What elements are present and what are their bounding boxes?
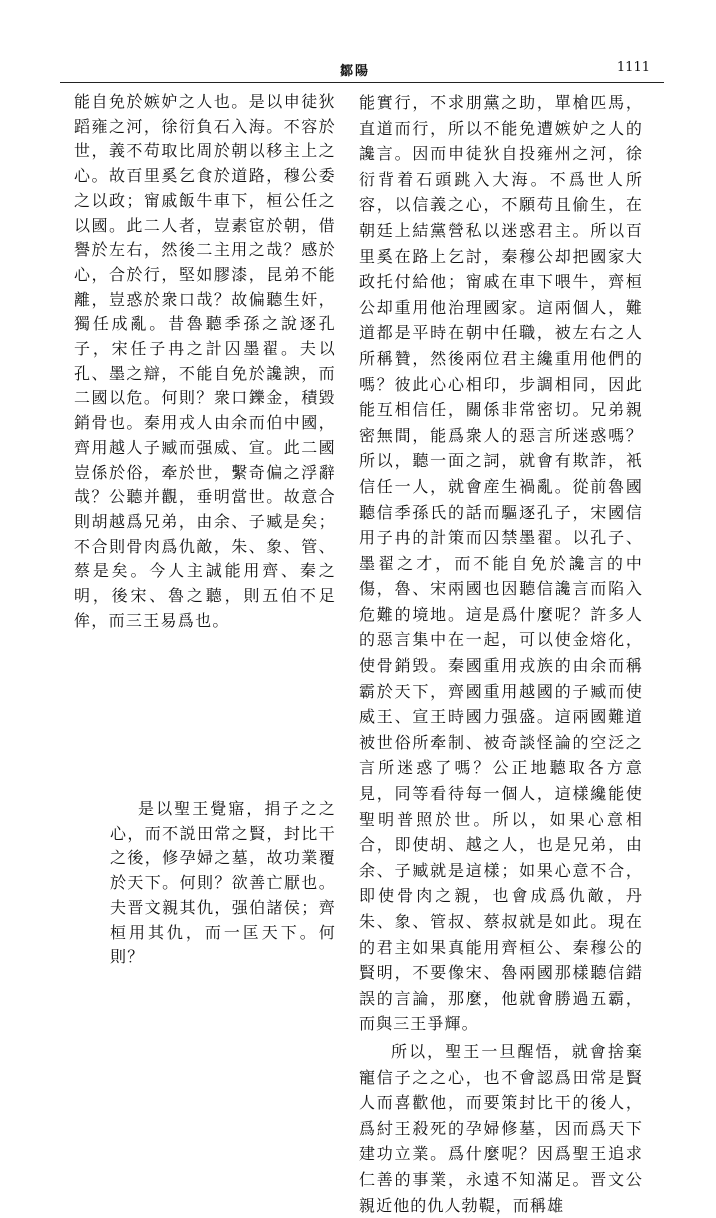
translation-column [359,90,643,1218]
original-text-column [74,90,336,633]
page-header [60,58,660,82]
page-number: 1111 [616,60,650,75]
translation-paragraph-2: 所以，聖王一旦醒悟，就會捨棄寵信子之之心，也不會認爲田常是賢人而喜歡他，而要策封比干的後人，爲紂王殺死的孕婦修墓，因而爲天下建功立業。爲什麼呢？因爲聖王追求仁善的事業，永遠不知滿足。晋文公親近他的仇人勃鞮，而稱雄 [359,1041,643,1215]
header-rule [60,82,664,83]
original-text-column-lower [110,797,336,970]
running-title: 鄒陽 [340,64,371,79]
original-paragraph-1: 能自免於嫉妒之人也。是以申徒狄蹈雍之河，徐衍負石入海。不容於世，義不苟取比周於朝以移主上之心。故百里奚乞食於道路，穆公委之以政；甯戚飯牛車下，桓公任之以國。此二人者，豈素宦於朝，借譽於左右，然後二主用之哉？感於心，合於行，堅如膠漆，昆弟不能離，豈惑於衆口哉？故偏聽生奸，獨任成亂。昔魯聽季孫之說逐孔子，宋任子冉之計囚墨翟。夫以孔、墨之辯，不能自免於讒諛，而二國以危。何則？衆口鑠金，積毀銷骨也。秦用戎人由余而伯中國，齊用越人子臧而强威、宣。此二國豈係於俗，牽於世，繫奇偏之浮辭哉？公聽并觀，垂明當世。故意合則胡越爲兄弟，由余、子臧是矣；不合則骨肉爲仇敵，朱、象、管、蔡是矣。今人主誠能用齊、秦之明，後宋、魯之聽，則五伯不足侔，而三王易爲也。 [74,92,336,630]
original-paragraph-2: 是以聖王覺寤，捐子之之心，而不説田常之賢，封比干之後，修孕婦之墓，故功業覆於天下。何則？欲善亡厭也。夫晋文親其仇，强伯諸侯；齊桓用其仇，而一匡天下。何則？ [110,799,336,967]
translation-paragraph-1: 能實行，不求朋黨之助，單槍匹馬，直道而行，所以不能免遭嫉妒之人的讒言。因而申徒狄自投雍州之河，徐衍背着石頭跳入大海。不爲世人所容，以信義之心，不願苟且偷生，在朝廷上結黨營私以迷惑君主。所以百里奚在路上乞討，秦穆公却把國家大政托付給他；甯戚在車下喂牛，齊桓公却重用他治理國家。這兩個人，難道都是平時在朝中任職，被左右之人所稱贊，然後兩位君主纔重用他們的嗎？彼此心心相印，步調相同，因此能互相信任，關係非常密切。兄弟親密無間，能爲衆人的惡言所迷惑嗎？所以，聽一面之詞，就會有欺詐，衹信任一人，就會産生禍亂。從前魯國聽信季孫氏的話而驅逐孔子，宋國信用子冉的計策而囚禁墨翟。以孔子、墨翟之才，而不能自免於讒言的中傷，魯、宋兩國也因聽信讒言而陷入危難的境地。這是爲什麼呢？許多人的惡言集中在一起，可以使金熔化，使骨銷毁。秦國重用戎族的由余而稱霸於天下，齊國重用越國的子臧而使威王、宣王時國力强盛。這兩國難道被世俗所牽制、被奇談怪論的空泛之言所迷惑了嗎？公正地聽取各方意見，同等看待每一個人，這樣纔能使聖明普照於世。所以，如果心意相合，即使胡、越之人，也是兄弟，由余、子臧就是這樣；如果心意不合，即使骨肉之親，也會成爲仇敵，丹朱、象、管叔、蔡叔就是如此。現在的君主如果真能用齊桓公、秦穆公的賢明，不要像宋、魯兩國那樣聽信錯誤的言論，那麼，他就會勝過五霸，而與三王爭輝。 [359,93,643,1034]
